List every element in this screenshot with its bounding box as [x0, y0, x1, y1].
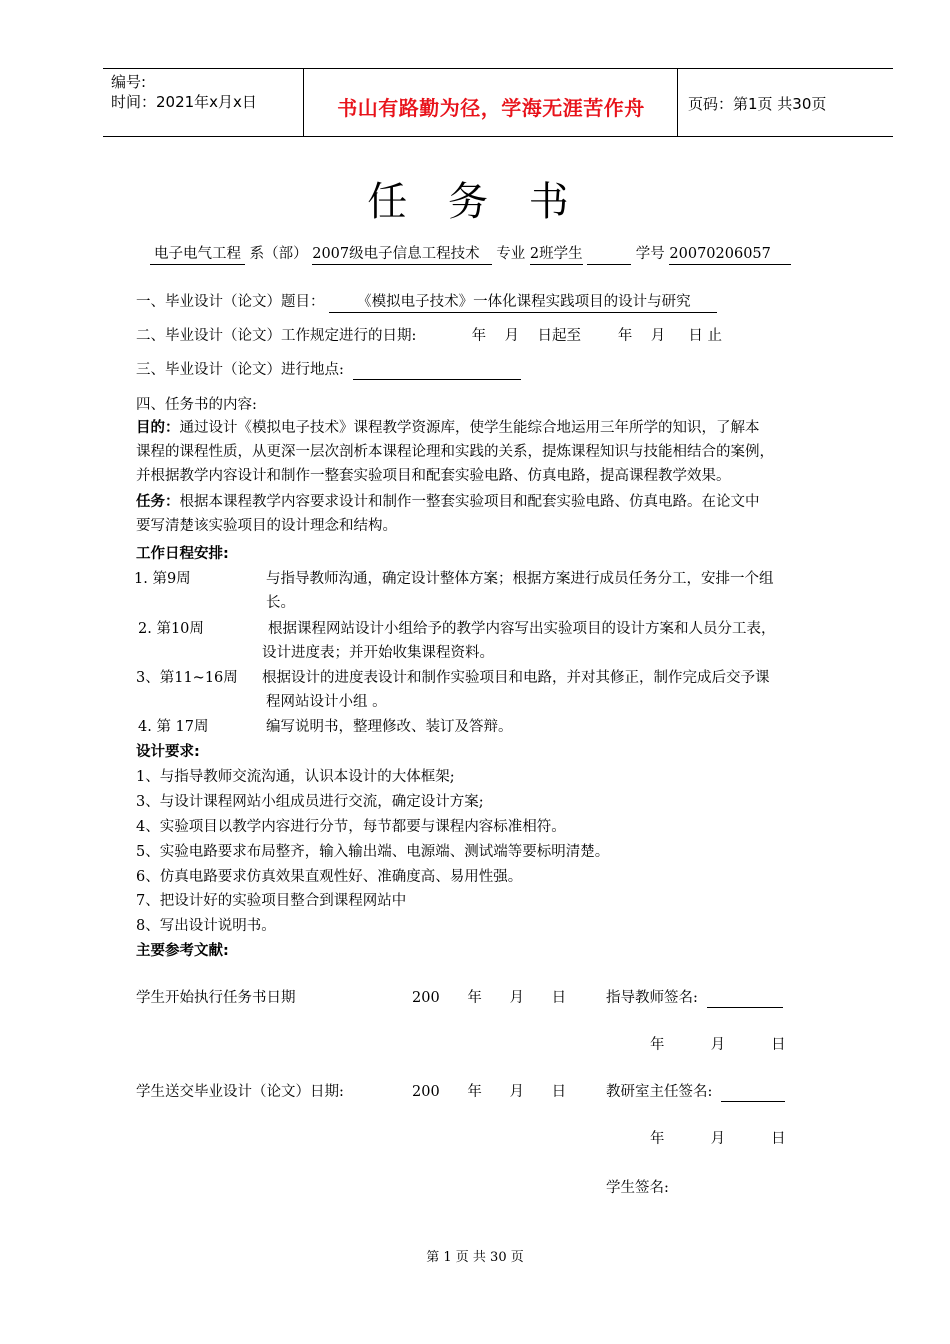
start-date-label: 学生开始执行任务书日期 [136, 990, 296, 1006]
dates-text: 年 月 日起至 年 月 日 止 [471, 328, 722, 344]
class-name: 2班学生 [530, 244, 583, 265]
dept-line [150, 244, 791, 265]
location-blank [353, 363, 521, 380]
requirement-item: 3、与设计课程网站小组成员进行交流，确定设计方案; [136, 794, 484, 810]
submit-date: 200 年 月 日 [412, 1084, 567, 1100]
schedule-text: 程网站设计小组 。 [266, 694, 387, 710]
requirement-item: 7、把设计好的实验项目整合到课程网站中 [136, 893, 407, 909]
schedule-num: 4. 第 17周 [138, 719, 209, 735]
item-dates-label: 二、毕业设计（论文）工作规定进行的日期: [136, 328, 417, 344]
number-label: 编号: [111, 73, 147, 91]
director-sign-label: 教研室主任签名: [606, 1084, 713, 1100]
purpose-line: 并根据教学内容设计和制作一整套实验项目和配套实验电路、仿真电路，提高课程教学效果。 [136, 468, 731, 484]
student-id: 20070206057 [669, 244, 790, 265]
dept-suffix: 系（部） [249, 246, 308, 262]
item-location [136, 360, 521, 380]
start-date: 200 年 月 日 [412, 990, 567, 1006]
schedule-text: 长。 [266, 595, 295, 611]
advisor-sign [606, 988, 783, 1008]
task-line: 要写清楚该实验项目的设计理念和结构。 [136, 518, 397, 534]
grade-major: 2007级电子信息工程技术 [312, 244, 491, 265]
major-suffix: 专业 [496, 246, 526, 262]
schedule-num: 1. 第9周 [134, 571, 191, 587]
dept-name: 电子电气工程 [150, 244, 245, 265]
schedule-text: 与指导教师沟通，确定设计整体方案；根据方案进行成员任务分工，安排一个组 [266, 571, 774, 587]
advisor-sign-blank [707, 991, 783, 1008]
purpose-line: 课程的课程性质，从更深一层次剖析本课程论理和实践的关系，提炼课程知识与技能相结合的案例， [136, 444, 774, 460]
submit-date-label: 学生送交毕业设计（论文）日期: [136, 1084, 344, 1100]
time-label: 时间：2021年x月x日 [111, 93, 257, 111]
requirement-item: 8、写出设计说明书。 [136, 918, 276, 934]
item-title [136, 292, 717, 313]
advisor-date: 年 月 日 [650, 1037, 786, 1053]
task-line: 根据本课程教学内容要求设计和制作一整套实验项目和配套实验电路、仿真电路。在论文中 [179, 494, 760, 510]
requirement-item: 4、实验项目以教学内容进行分节，每节都要与课程内容标准相符。 [136, 819, 566, 835]
page-footer: 第 1 页 共 30 页 [426, 1250, 524, 1265]
item-title-label: 一、毕业设计（论文）题目： [136, 294, 325, 310]
page-title: 任 务 书 [367, 179, 583, 225]
purpose-label: 目的： [136, 420, 180, 436]
task-section [136, 490, 860, 538]
schedule-text: 根据课程网站设计小组给予的教学内容写出实验项目的设计方案和人员分工表， [268, 621, 776, 637]
schedule-num: 2. 第10周 [138, 621, 204, 637]
schedule-text: 根据设计的进度表设计和制作实验项目和电路，并对其修正，制作完成后交予课 [262, 670, 770, 686]
requirement-item: 6、仿真电路要求仿真效果直观性好、准确度高、易用性强。 [136, 869, 523, 885]
requirements-heading: 设计要求: [136, 744, 200, 760]
advisor-sign-label: 指导教师签名: [606, 990, 698, 1006]
schedule-heading: 工作日程安排: [136, 546, 229, 562]
director-sign-blank [721, 1085, 785, 1102]
motto: 书山有路勤为径，学海无涯苦作舟 [337, 96, 645, 120]
item-content-label: 四、任务书的内容: [136, 397, 257, 413]
director-date: 年 月 日 [650, 1131, 786, 1147]
schedule-text: 编写说明书，整理修改、装订及答辩。 [266, 719, 513, 735]
student-id-label: 学号 [635, 246, 665, 262]
references-heading: 主要参考文献: [136, 943, 229, 959]
thesis-title: 《模拟电子技术》一体化课程实践项目的设计与研究 [329, 292, 717, 313]
schedule-text: 设计进度表；并开始收集课程资料。 [262, 645, 494, 661]
header-divider [677, 69, 678, 136]
item-dates [136, 326, 722, 346]
blank-line [587, 248, 631, 265]
header-divider [303, 69, 304, 136]
purpose-section [136, 416, 860, 488]
student-sign-label: 学生签名: [606, 1180, 669, 1196]
purpose-line: 通过设计《模拟电子技术》课程教学资源库，使学生能综合地运用三年所学的知识，了解本 [179, 420, 760, 436]
page-label: 页码：第1页 共30页 [688, 95, 827, 113]
director-sign [606, 1082, 785, 1102]
schedule-num: 3、第11~16周 [136, 670, 238, 686]
requirement-item: 5、实验电路要求布局整齐，输入输出端、电源端、测试端等要标明清楚。 [136, 844, 610, 860]
requirement-item: 1、与指导教师交流沟通，认识本设计的大体框架; [136, 769, 455, 785]
task-label: 任务： [136, 494, 180, 510]
item-location-label: 三、毕业设计（论文）进行地点: [136, 362, 344, 378]
